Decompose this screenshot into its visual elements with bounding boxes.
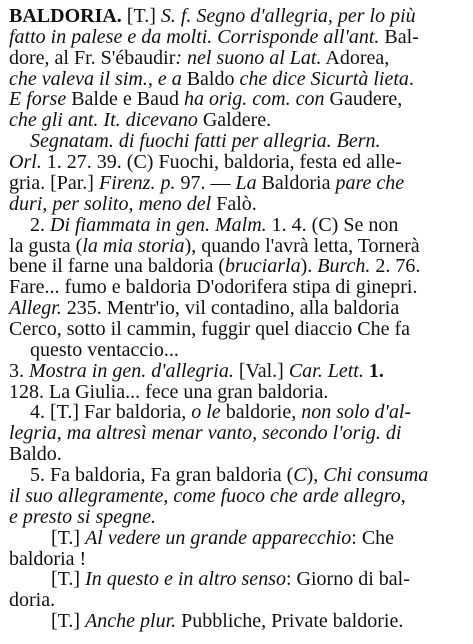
text-run: Burch.: [317, 255, 371, 278]
text-run: 2. 76.: [370, 255, 421, 278]
text-run: che valeva il sim., e a: [9, 67, 182, 90]
text-run: la gusta (: [9, 234, 83, 257]
text-run: Sicurtà lieta: [305, 67, 409, 90]
text-run: Baldoria: [256, 171, 336, 194]
entry-line: [9, 507, 156, 528]
text-run: S. f. Segno d'allegria, per lo più: [160, 5, 416, 27]
text-run: doria.: [9, 589, 56, 612]
entry-line: [51, 528, 394, 549]
entry-line: [9, 382, 328, 403]
text-run: Di fiammata in gen. Malm.: [50, 213, 267, 236]
entry-line: [9, 173, 404, 194]
text-run: questo ventaccio...: [30, 338, 179, 361]
text-run: Segnatam. di fuochi fatti per allegria. Bern.: [30, 130, 381, 153]
text-run: [T.]: [51, 568, 86, 591]
text-run: S'ébaudir: [100, 46, 176, 69]
entry-line: [30, 402, 411, 423]
text-run: 2.: [30, 213, 50, 236]
entry-line: [9, 298, 399, 319]
text-run: 3.: [9, 359, 29, 382]
text-run: il suo allegramente, come fuoco che arde allegro: [9, 484, 401, 507]
text-run: Chi consuma: [323, 464, 429, 487]
text-run: baldorie,: [220, 401, 302, 424]
text-run: C: [293, 464, 307, 487]
entry-line: [9, 27, 419, 48]
entry-line: [9, 69, 414, 90]
text-run: o le: [191, 401, 221, 424]
text-run: che gli ant. It. dicevano: [9, 109, 198, 132]
text-run: In questo e in altro senso: [85, 568, 286, 591]
text-run: Bal-: [379, 25, 419, 48]
text-run: Pubbliche, Private baldorie.: [176, 610, 404, 633]
text-run: : nel suono al Lat.: [175, 46, 322, 69]
entry-line: [9, 549, 86, 570]
text-run: Galdere.: [197, 109, 272, 132]
entry-line: [51, 611, 403, 632]
text-run: Car. Lett.: [288, 359, 364, 382]
text-run: Gaudere,: [324, 88, 403, 111]
entry-line: [9, 486, 406, 507]
text-run: [T.]: [51, 610, 86, 633]
entry-line: [30, 465, 428, 486]
text-run: [T.]: [121, 5, 161, 27]
text-run: ).: [300, 255, 318, 278]
entry-line: [9, 319, 410, 340]
text-run: [T.]: [51, 526, 86, 549]
text-run: Adorea,: [321, 46, 390, 69]
entry-line: [30, 131, 381, 152]
text-run: bruciarla: [225, 255, 301, 278]
text-run: BALDORIA.: [9, 5, 122, 27]
entry-line: [9, 194, 257, 215]
text-run: Baldo: [181, 67, 240, 90]
text-run: e presto si spegne.: [9, 505, 157, 528]
text-run: 4. [T.] Far baldoria,: [30, 401, 192, 424]
text-run: baldoria !: [9, 547, 87, 570]
entry-line: [9, 236, 420, 257]
text-run: .: [408, 67, 414, 90]
text-run: 128. La Giulia... fece una gran baldoria.: [9, 380, 329, 403]
entry-line: [9, 152, 402, 173]
text-run: Orl.: [9, 151, 42, 174]
entry-line: [30, 340, 179, 361]
text-run: bene il farne una baldoria (: [9, 255, 226, 278]
entry-line: [9, 89, 402, 110]
text-run: 235. Mentr'io, vil contadino, alla baldoria: [61, 297, 400, 320]
text-run: [Val.]: [233, 359, 289, 382]
entry-line: [51, 569, 410, 590]
text-run: che dice: [239, 67, 306, 90]
text-run: 1. 4. (C) Se non: [266, 213, 399, 236]
text-run: : Giorno di bal-: [285, 568, 410, 591]
text-run: fatto in palese e da molti. Corrisponde all'ant.: [9, 25, 380, 48]
entry-line: [9, 423, 401, 444]
text-run: la mia storia: [82, 234, 185, 257]
text-run: ), quando l'avrà letta, Tornerà: [184, 234, 420, 257]
text-run: Baldo.: [9, 443, 62, 466]
text-run: pare che: [335, 171, 405, 194]
text-run: dore, al Fr.: [9, 46, 101, 69]
entry-line: [9, 277, 417, 298]
text-run: duri, per solito, meno del: [9, 192, 212, 215]
text-run: E forse: [9, 88, 67, 111]
entry-line: [9, 48, 389, 69]
text-run: Firenz. p.: [98, 171, 176, 194]
entry-line: [9, 444, 62, 465]
text-run: legria, ma altresì menar vanto, secondo l'orig. di: [9, 422, 402, 445]
text-run: Anche plur.: [85, 610, 177, 633]
entry-line: [9, 256, 420, 277]
text-run: 97. —: [175, 171, 236, 194]
text-run: : Che: [351, 526, 395, 549]
entry-line: [9, 110, 271, 131]
text-run: Balde e Baud: [66, 88, 184, 111]
text-run: Al vedere un grande apparecchio: [85, 526, 352, 549]
text-run: ha orig. com. con: [183, 88, 325, 111]
text-run: 1. 27. 39. (C) Fuochi, baldoria, festa ed alle-: [41, 151, 402, 174]
text-run: Cerco, sotto il cammin, fuggir quel diaccio Che fa: [9, 318, 410, 340]
entry-line: [30, 215, 398, 236]
text-run: non solo d'al-: [301, 401, 412, 424]
entry-line: [9, 590, 55, 611]
text-run: Mostra in gen. d'allegria.: [29, 359, 234, 382]
entry-line: [9, 6, 416, 27]
entry-line: [9, 361, 384, 382]
text-run: 1.: [363, 359, 384, 382]
text-run: Allegr.: [9, 297, 62, 320]
text-run: 5. Fa baldoria, Fa gran baldoria (: [30, 464, 294, 487]
text-run: Falò.: [211, 192, 257, 215]
text-run: ,: [400, 484, 406, 507]
text-run: gria. [Par.]: [9, 171, 99, 194]
text-run: La: [235, 171, 257, 194]
text-run: ),: [306, 464, 324, 487]
text-run: Fare... fumo e baldoria D'odorifera stipa di ginepri.: [9, 276, 418, 299]
